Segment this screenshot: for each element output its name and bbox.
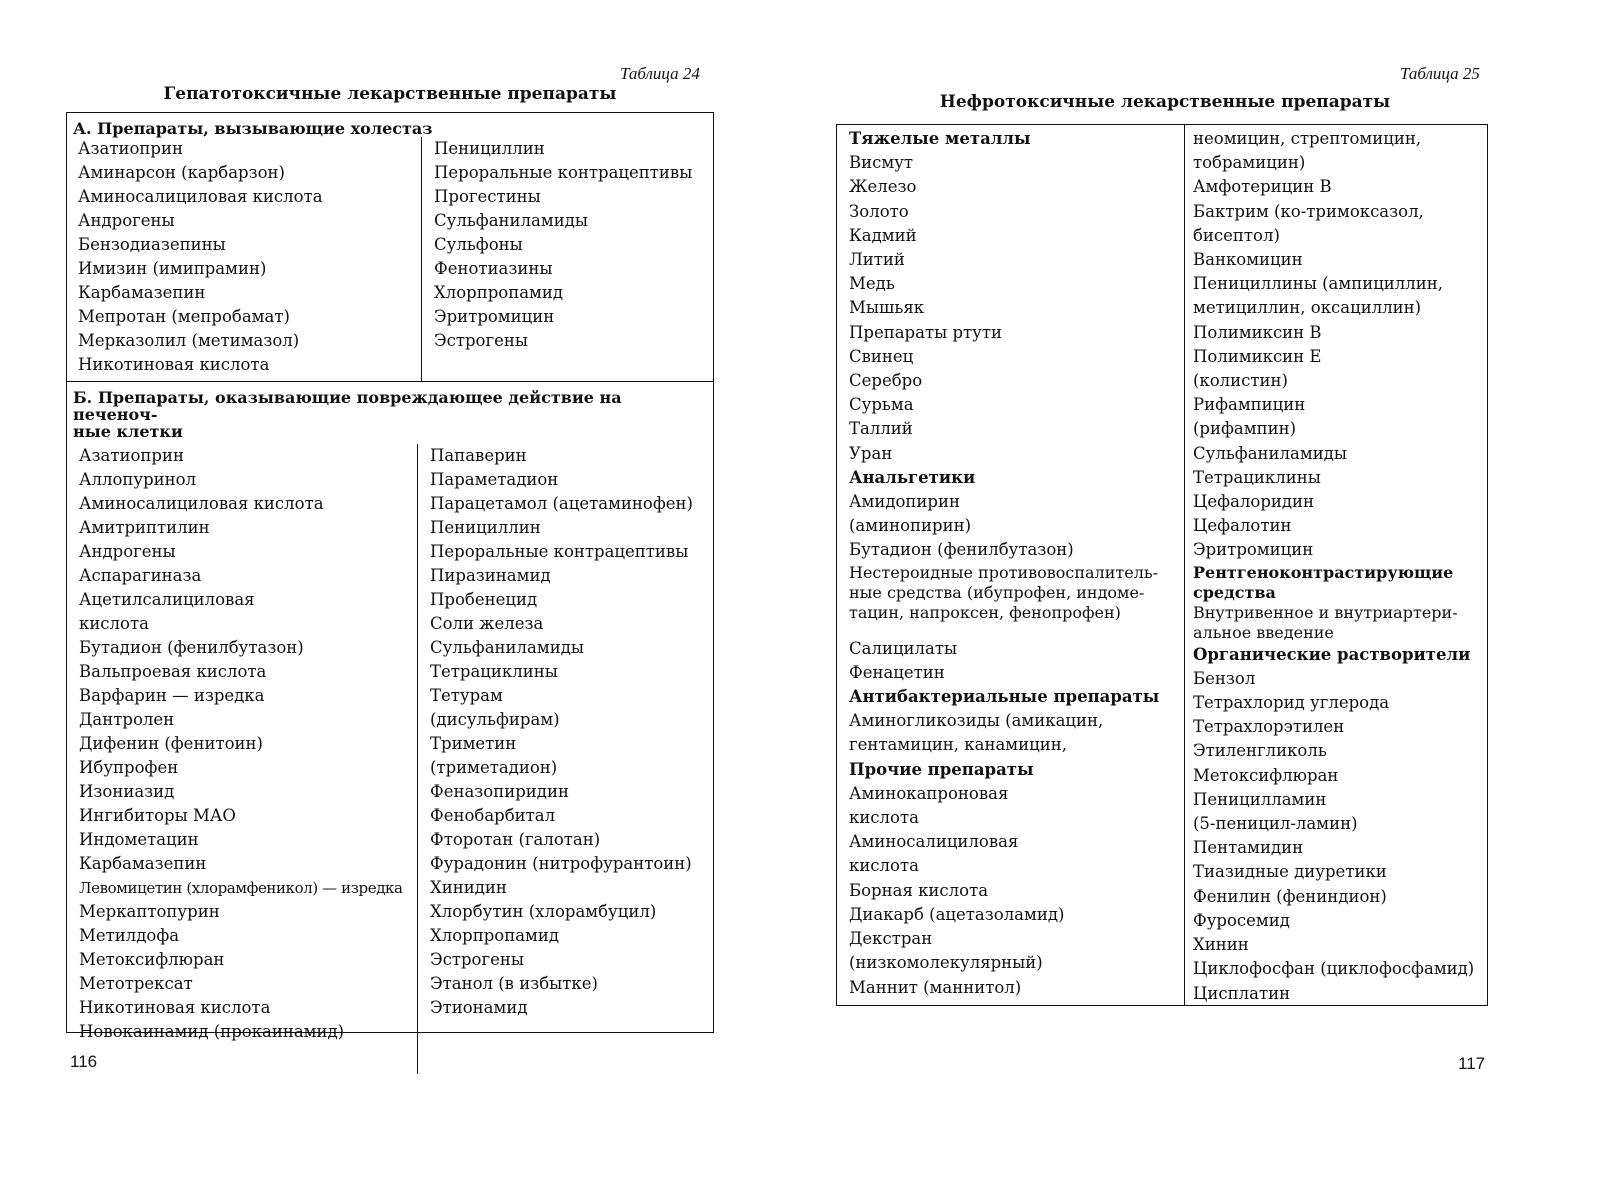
drug-item: Свинец [849,346,914,366]
drug-item: Борная кислота [849,880,989,900]
drug-item: Парацетамол (ацетаминофен) [430,494,693,513]
category-heading: Рентгеноконтрастирующие [1193,562,1454,582]
drug-item: Триметин [430,734,517,753]
drug-item: Тетрациклины [430,662,558,681]
table-25-title: Нефротоксичные лекарственные препараты [939,92,1391,112]
drug-item: Рифампицин [1193,395,1306,415]
drug-item: Дантролен [79,710,175,729]
drug-item: альное введение [1193,622,1334,642]
drug-item: (аминопирин) [849,516,972,536]
section-b-columns [67,444,713,1074]
drug-item: Сульфаниламиды [430,638,584,657]
drug-item: Пентамидин [1193,838,1304,858]
drug-item: Цефалотин [1193,516,1292,536]
drug-item: неомицин, стрептомицин, [1193,129,1422,148]
drug-item: Полимиксин В [1193,322,1322,342]
drug-item: Аминосалициловая [849,832,1019,852]
section-a-left-column [67,137,421,381]
drug-item: Пенициллины (ампициллин, [1193,274,1444,294]
drug-item: Феназопиридин [430,782,569,801]
drug-item: Тетурам [430,686,503,705]
drug-item: Мерказолил (метимазол) [78,331,300,350]
drug-item: Внутривенное и внутриартери- [1193,602,1458,622]
drug-item: Золото [849,201,909,221]
section-a-heading: А. Препараты, вызывающие холестаз [73,119,433,138]
drug-item: Дифенин (фенитоин) [79,734,263,753]
drug-item: ные средства (ибупрофен, индоме- [849,582,1145,602]
drug-item: (колистин) [1193,371,1288,391]
drug-item: Мышьяк [849,298,925,318]
drug-item: Ингибиторы МАО [79,806,236,825]
drug-item: Аминосалициловая кислота [79,494,324,513]
drug-item: Фторотан (галотан) [430,830,601,849]
drug-item: Маннит (маннитол) [849,977,1022,997]
drug-item: Сульфоны [434,235,523,254]
drug-item: Пенициллин [430,518,541,537]
drug-item: Этионамид [430,998,528,1017]
drug-item: Салицилаты [849,638,958,658]
drug-item: Соли железа [430,614,544,633]
drug-item: Уран [849,443,893,463]
drug-item: Хлорбутин (хлорамбуцил) [430,902,657,921]
category-heading: Тяжелые металлы [849,129,1031,148]
drug-item: Препараты ртути [849,322,1002,342]
drug-item: (дисульфирам) [430,710,560,729]
table-25-label: Таблица 25 [1400,64,1480,83]
drug-item: Кадмий [849,225,917,245]
section-a-right-column [421,137,713,381]
page-number-left: 116 [70,1052,98,1071]
left-page [0,0,780,1179]
drug-item: Бутадион (фенилбутазон) [849,540,1074,560]
drug-item: Декстран [849,929,933,949]
drug-item: Андрогены [79,542,176,561]
category-heading: Анальгетики [849,467,976,487]
drug-item: Сульфаниламиды [434,211,588,230]
drug-item: Метилдофа [79,926,180,945]
drug-item: Пиразинамид [430,566,551,585]
page-number-right: 117 [1458,1054,1486,1073]
drug-item: (низкомолекулярный) [849,953,1043,973]
drug-item: Тетрациклины [1193,467,1321,487]
drug-item: Азатиоприн [78,139,183,158]
drug-item: Метоксифлюран [1193,765,1339,785]
drug-item: Карбамазепин [79,854,207,873]
drug-item: Ибупрофен [79,758,179,777]
drug-item: Фуросемид [1193,910,1290,930]
drug-item: Параметадион [430,470,559,489]
drug-item: Фенобарбитал [430,806,556,825]
table-24-label: Таблица 24 [620,64,700,83]
drug-item: Эритромицин [1193,540,1314,560]
drug-item: Этанол (в избытке) [430,974,598,993]
spacer [849,623,1184,637]
drug-item: Пероральные контрацептивы [430,542,689,561]
drug-item: Ванкомицин [1193,250,1303,270]
drug-item: Аминарсон (карбарзон) [78,163,285,182]
drug-item: Вальпроевая кислота [79,662,267,681]
category-heading: Антибактериальные препараты [849,687,1160,707]
drug-item: гентамицин, канамицин, [849,735,1067,755]
drug-item: Бактрим (ко-тримоксазол, [1193,201,1424,221]
section-separator [67,381,713,444]
section-a-columns [67,137,713,381]
drug-item: (рифампин) [1193,419,1297,439]
drug-item: Тетрахлорид углерода [1193,693,1390,713]
drug-item: метициллин, оксациллин) [1193,298,1422,318]
right-page [800,0,1601,1179]
table-25-left-column [837,125,1184,1005]
drug-item: Медь [849,274,895,294]
drug-item: Бензол [1193,668,1256,688]
drug-item: Эстрогены [434,331,529,350]
drug-item: Индометацин [79,830,199,849]
drug-item: Фурадонин (нитрофурантоин) [430,854,692,873]
section-b-heading-line1: Б. Препараты, оказывающие повреждающее действие на печеноч- [73,388,622,424]
drug-item: Хлорпропамид [430,926,560,945]
drug-item: Аминогликозиды (амикацин, [849,711,1104,731]
category-heading: средства [1193,582,1276,602]
drug-item: Амидопирин [849,492,960,512]
drug-item: бисептол) [1193,225,1280,245]
drug-item: Пероральные контрацептивы [434,163,693,182]
drug-item: Варфарин — изредка [79,686,265,705]
section-b-right-column [417,444,713,1074]
drug-item: Нестероидные противовоспалитель- [849,562,1158,582]
drug-item: Бутадион (фенилбутазон) [79,638,304,657]
drug-item: Метотрексат [79,974,193,993]
drug-item: Циклофосфан (циклофосфамид) [1193,959,1475,979]
drug-item: Аминосалициловая кислота [78,187,323,206]
drug-item: Этиленгликоль [1193,741,1327,761]
category-heading: Прочие препараты [849,759,1034,779]
drug-item: (триметадион) [430,758,558,777]
drug-item: Сурьма [849,395,914,415]
table-25-right-column [1184,125,1487,1005]
drug-item: Фенацетин [849,662,945,682]
section-b-left-column [67,444,417,1074]
drug-item: Имизин (имипрамин) [78,259,267,278]
drug-item: Фенилин (фениндион) [1193,886,1387,906]
drug-item: Висмут [849,153,914,173]
drug-item: Карбамазепин [78,283,206,302]
drug-item: кислота [79,614,149,633]
drug-item: Хинин [1193,935,1249,955]
drug-item: Литий [849,250,905,270]
drug-item: Андрогены [78,211,175,230]
drug-item: Аминокапроновая [849,783,1009,803]
drug-item: Диакарб (ацетазоламид) [849,904,1065,924]
table-25-columns [837,125,1487,1005]
drug-item: тацин, напроксен, фенопрофен) [849,602,1121,622]
section-b-heading-line2: ные клетки [73,422,183,441]
table-25 [836,124,1488,1006]
drug-item: Железо [849,177,917,197]
drug-item: Эстрогены [430,950,525,969]
category-heading: Органические растворители [1193,644,1471,664]
drug-item: Папаверин [430,446,527,465]
drug-item: Никотиновая кислота [78,355,270,374]
drug-item: Бензодиазепины [78,235,226,254]
drug-item: Хинидин [430,878,507,897]
drug-item: Пенициллин [434,139,545,158]
drug-item: Пробенецид [430,590,538,609]
drug-item: Прогестины [434,187,541,206]
drug-item: Сульфаниламиды [1193,443,1347,463]
drug-item: Никотиновая кислота [79,998,271,1017]
drug-item: Пеницилламин [1193,789,1327,809]
drug-item: Хлорпропамид [434,283,564,302]
table-24 [66,112,714,1041]
drug-item: Левомицетин (хлорамфеникол) — изредка [79,879,403,897]
drug-item: кислота [849,856,919,876]
drug-item: Новокаинамид (прокаинамид) [79,1022,345,1041]
drug-item: Цефалоридин [1193,492,1315,512]
drug-item: Изониазид [79,782,175,801]
drug-item: Меркаптопурин [79,902,220,921]
drug-item: Амитриптилин [79,518,210,537]
drug-item: тобрамицин) [1193,153,1306,173]
table-24-title: Гепатотоксичные лекарственные препараты [163,84,617,104]
drug-item: Аллопуринол [79,470,197,489]
drug-item: Эритромицин [434,307,555,326]
drug-item: кислота [849,808,919,828]
drug-item: Аспарагиназа [79,566,202,585]
drug-item: Ацетилсалициловая [79,590,255,609]
drug-item: (5-пеницил-ламин) [1193,814,1358,834]
drug-item: Амфотерицин В [1193,177,1332,197]
drug-item: Метоксифлюран [79,950,225,969]
drug-item: Серебро [849,371,923,391]
drug-item: Цисплатин [1193,983,1291,1003]
drug-item: Фенотиазины [434,259,553,278]
drug-item: Таллий [849,419,913,439]
drug-item: Мепротан (мепробамат) [78,307,290,326]
drug-item: Полимиксин Е [1193,346,1322,366]
drug-item: Тиазидные диуретики [1193,862,1387,882]
drug-item: Тетрахлорэтилен [1193,717,1345,737]
drug-item: Азатиоприн [79,446,184,465]
